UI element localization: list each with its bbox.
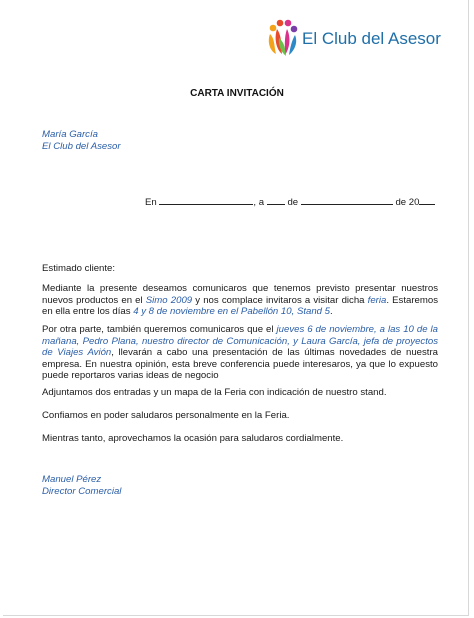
paragraph-closing: Mientras tanto, aprovechamos la ocasión para saludaros cordialmente. <box>42 433 344 444</box>
paragraph-greeting-hope: Confiamos en poder saludaros personalmente en la Feria. <box>42 410 290 421</box>
date-blank-place <box>159 196 253 205</box>
club-logo <box>266 18 466 58</box>
date-line <box>145 196 435 208</box>
date-blank-day <box>267 196 285 205</box>
signer-name: Manuel Pérez <box>42 474 102 485</box>
date-blank-month <box>301 196 393 205</box>
people-group-logo-icon <box>266 18 300 58</box>
p2-text-1: Por otra parte, también queremos comunicaros que el <box>42 324 277 335</box>
p2-text-2: , llevarán a cabo una presentación de las últimas novedades de nuestra empresa. En nuestra opinión, esta breve conferencia puede interesaros, ya que lo expuesto puede reportaros varias ideas de negocio <box>42 347 438 382</box>
brand-name: El Club del Asesor <box>302 29 441 48</box>
sender-name: María García <box>42 129 98 140</box>
date-label-a: , a <box>253 197 265 208</box>
date-label-year: de 20 <box>395 197 420 208</box>
sender-organization: El Club del Asesor <box>42 141 121 152</box>
p1-event-name: Simo 2009 <box>145 294 193 306</box>
signer-title: Director Comercial <box>42 486 122 497</box>
signature-block <box>42 474 121 498</box>
p2-event-detail: jueves 6 de noviembre, a las 10 de la mañana, Pedro Plana, nuestro director de Comunicación, y Laura García, jefa de proyectos de Viajes Avión <box>42 324 438 359</box>
sender-block <box>42 129 121 153</box>
salutation: Estimado cliente: <box>42 263 116 274</box>
paragraph-presentation <box>42 324 438 382</box>
p1-feria: feria <box>367 294 387 306</box>
p1-text-1: Mediante la presente deseamos comunicaros que tenemos previsto presentar nuestros nuevos productos en el <box>42 283 438 306</box>
paragraph-invitation <box>42 283 438 318</box>
p1-dates-location: 4 y 8 de noviembre en el Pabellón 10, Stand 5 <box>133 306 331 318</box>
paragraph-attachments: Adjuntamos dos entradas y un mapa de la Feria con indicación de nuestro stand. <box>42 387 387 398</box>
date-label-en: En <box>145 197 157 208</box>
date-blank-year <box>419 196 435 205</box>
date-label-de: de <box>287 197 299 208</box>
p1-text-3: . Estaremos en ella entre los días <box>42 294 438 318</box>
p1-text-2: y nos complace invitaros a visitar dicha <box>192 294 368 306</box>
letter-title: CARTA INVITACIÓN <box>190 88 284 99</box>
p1-text-4: . <box>330 306 333 318</box>
